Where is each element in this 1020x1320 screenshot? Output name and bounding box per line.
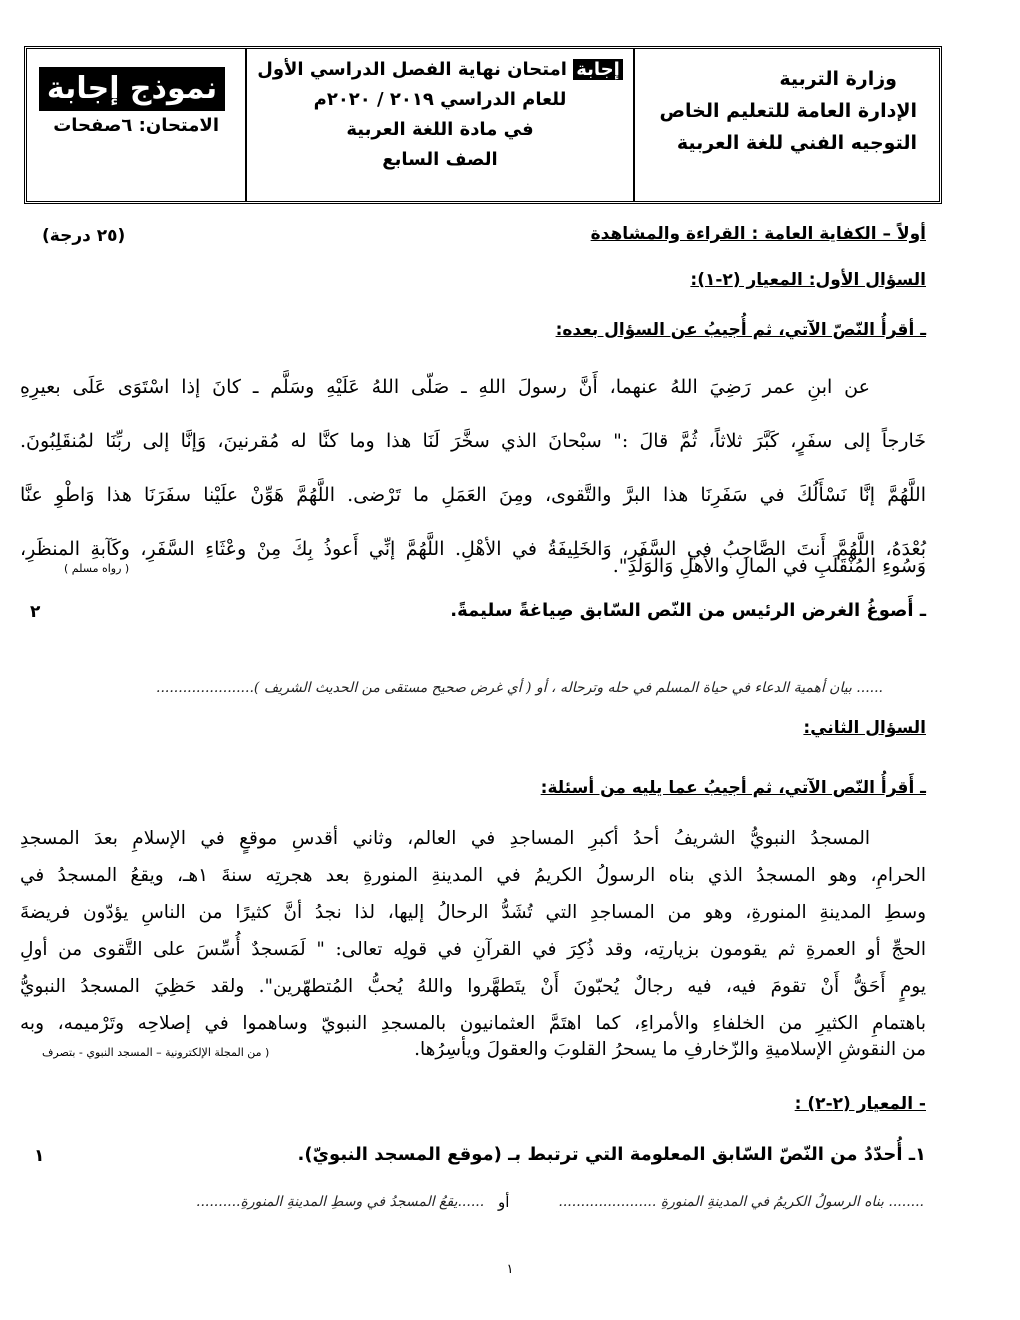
passage-line: وسطِ المدينةِ المنورةِ، وهو من المساجدِ التي تُشَدُّ الرحالُ إليها، لذا نجدُ أنَّ كثيرًا من الناسِ يؤدّون فريضةَ <box>20 902 926 923</box>
passage-line: باهتمامِ الكثيرِ من الخلفاءِ والأمراءِ، كما اهتَمَّ العثمانيون بالمسجدِ النبويّ وساهموا في إصلاحِه وتَرْميمه، وبه <box>20 1013 926 1034</box>
exam-grade: الصف السابع <box>382 149 498 170</box>
exam-year: للعام الدراسي ٢٠١٩ / ٢٠٢٠م <box>313 89 567 110</box>
q2-instruction: ـ أَقرأُ النّص الآتي، ثم أجيبُ عما يليه من أسئلة: <box>540 778 926 798</box>
q2-criterion: - المعيار (٢-٢) : <box>794 1094 926 1114</box>
model-answer-badge: نموذج إجابة <box>39 67 225 111</box>
passage-line: بُعْدَهُ، اللَّهُمَّ أَنتَ الصَّاحِبُ في السَّفَرِ، وَالخَلِيفَةُ في الأهْلِ. اللَّهُمَّ إنِّي أَعوذُ بِكَ مِنْ وعْثَاءِ السَّفَرِ، وكَآبةِ المنظَرِ، <box>20 538 926 560</box>
section-grade: (٢٥ درجة) <box>42 226 126 246</box>
q2-item1-answer-or: أو <box>498 1193 510 1211</box>
passage-line: الحرامِ، وهو المسجدُ الذي بناه الرسولُ الكريمُ في المدينةِ المنورةِ بعد هجرتِه سنةَ ١هـ، ويقعُ المسجدُ في <box>20 865 926 886</box>
exam-subject: في مادة اللغة العربية <box>346 119 534 140</box>
passage-line: الحجِّ أو العمرةِ ثم يقومون بزيارتِه، وقد ذُكِرَ في القرآنِ في قولِه تعالى: " لَمَسجدٌ أُسِّسَ على التَّقوى من أولِ <box>20 939 926 960</box>
q2-item1-answer-b: ......يقعُ المسجدُ في وسطِ المدينةِ المنورةِ.......... <box>196 1194 485 1210</box>
q2-passage <box>20 820 926 1042</box>
passage-line: من النقوشِ الإسلاميةِ والزّخارفِ ما يسحرُ القلوبَ والعقولَ ويأسِرُها. <box>414 1039 926 1060</box>
q2-item1: ١ـ أُحدّدُ من النّصّ السّابق المعلومة التي ترتبط بـ (موقع المسجد النبويّ). <box>297 1144 926 1165</box>
section-title: أولاً – الكفاية العامة : القراءة والمشاهدة <box>590 224 926 244</box>
passage-line: خَارجاً إلى سفَرٍ، كَبَّرَ ثلاثاً، ثُمَّ قالَ :" سبْحانَ الذي سخَّرَ لَنَا هذا وما كنَّا له مُقرنينَ، وَإنَّا إلى ربِّنَا لمُنقَلِبُونَ. <box>20 430 926 452</box>
ministry-line: الإدارة العامة للتعليم الخاص <box>659 100 917 122</box>
q1-instruction: ـ أقرأُ النّصّ الآتي، ثم أُجيبُ عن السؤال بعده: <box>555 320 926 340</box>
ministry-line: التوجيه الفني للغة العربية <box>676 132 917 154</box>
q1-title: السؤال الأول: المعيار (٢-١): <box>690 270 926 290</box>
model-cell <box>27 49 245 201</box>
q1-question: ـ أَصوغُ الغرض الرئيس من النّص السّابق صِياغةً سليمةً. <box>450 600 926 621</box>
ministry-line: وزارة التربية <box>779 68 897 90</box>
q1-mark: ٢ <box>30 602 41 622</box>
q2-source: ( من المجلة الإلكترونية – المسجد النبوي - بتصرف <box>42 1046 270 1059</box>
q2-item1-mark: ١ <box>34 1146 45 1166</box>
passage-line: عن ابنِ عمر رَضِيَ اللهُ عنهما، أَنَّ رسولَ اللهِ ـ صَلّى اللهُ عَلَيْهِ وسَلَّم ـ كانَ إذا اسْتَوَى عَلَى بعيرِهِ <box>20 376 870 398</box>
passage-line: يومٍ أَحَقُّ أَنْ تقومَ فيه، فيه رجالٌ يُحبّونَ أَنْ يتَطهَّروا واللهُ يُحبُّ المُتطهّرين". ولقد حَظِيَ المسجدُ النبويُّ <box>20 976 926 997</box>
exam-header <box>24 46 942 204</box>
q2-item1-answer-a: ........ بناه الرسولُ الكريمُ في المدينةِ المنورةِ ...................... <box>558 1194 924 1210</box>
page-number: ١ <box>506 1262 514 1277</box>
q1-answer: ...... بيان أهمية الدعاء في حياة المسلم في حله وترحاله ، أو ( أي غرض صحيح مستقى من الحديث الشريف )...................... <box>156 680 884 696</box>
exam-title: إجابة امتحان نهاية الفصل الدراسي الأول <box>257 55 623 85</box>
passage-line: وَسُوءِ المُنْقَلَبِ في المالِ والأهلِ وَالوَلَدِ". <box>612 555 926 577</box>
page-count: الامتحان: ٦صفحات <box>53 115 219 136</box>
passage-line: اللَّهُمَّ إنَّا نَسْأَلُكَ في سَفَرِنَا هذا البرَّ والتَّقوى، ومِنَ العَمَلِ ما تَرْضى. اللَّهُمَّ هَوِّنْ علَيْنا سفَرَنَا هذا وَاطْوِ عنَّا <box>20 484 926 506</box>
q1-passage <box>20 360 926 576</box>
q2-title: السؤال الثاني: <box>803 718 926 738</box>
passage-line: المسجدُ النبويُّ الشريفُ أحدُ أكبرِ المساجدِ في العالم، وثاني أقدسِ موقعٍ في الإسلامِ بعدَ المسجدِ <box>20 828 870 849</box>
answer-highlight: إجابة <box>573 59 623 80</box>
ministry-cell <box>633 49 939 201</box>
q1-source: ( رواه مسلم ) <box>64 562 130 575</box>
exam-title-cell <box>245 49 633 201</box>
